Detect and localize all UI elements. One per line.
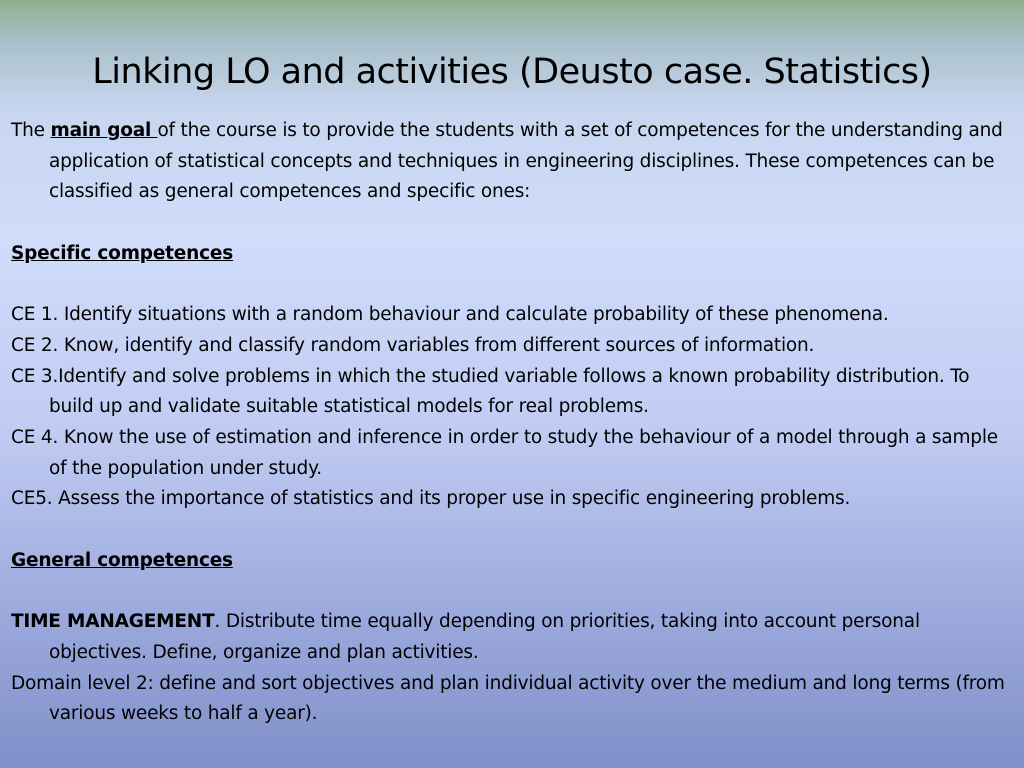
intro-main-goal: main goal [50,120,158,141]
competence-ce1: CE 1. Identify situations with a random behaviour and calculate probability of these phenomena. [11,304,889,326]
specific-heading-text: Specific competences [11,242,234,264]
competence-ce5: CE5. Assess the importance of statistics and its proper use in specific engineering problems. [11,488,851,510]
competence-ce3: CE 3.Identify and solve problems in which the studied variable follows a known probability distribution. To build up and validate suitable statistical models for real problems. [11,365,970,418]
intro-post: of the course is to provide the students with a set of competences for the understanding and application of statistical concepts and techniques in engineering disciplines. These competences can be classified as general competences and specific ones: [49,120,1003,203]
slide-title: Linking LO and activities (Deusto case. Statistics) [92,52,932,92]
time-management-paragraph [11,607,1019,668]
general-heading [11,546,1019,577]
spacer [11,270,1019,301]
time-management-text: . Distribute time equally depending on priorities, taking into account personal objectives. Define, organize and plan activities. [49,611,920,663]
spacer [11,515,1019,546]
intro-pre: The [11,120,51,141]
spacer [11,577,1019,608]
domain-level-paragraph: Domain level 2: define and sort objectives and plan individual activity over the medium and long terms (from various weeks to half a year). [11,672,1005,725]
time-management-label: TIME MANAGEMENT [11,611,215,633]
specific-heading [11,239,1019,270]
competence-ce4: CE 4. Know the use of estimation and inference in order to study the behaviour of a model through a sample of the population under study. [11,427,998,479]
competence-ce2: CE 2. Know, identify and classify random variables from different sources of information. [11,334,815,356]
slide-body [11,116,1019,730]
intro-paragraph [11,116,1019,208]
general-heading-text: General competences [11,549,233,571]
spacer [11,208,1019,239]
